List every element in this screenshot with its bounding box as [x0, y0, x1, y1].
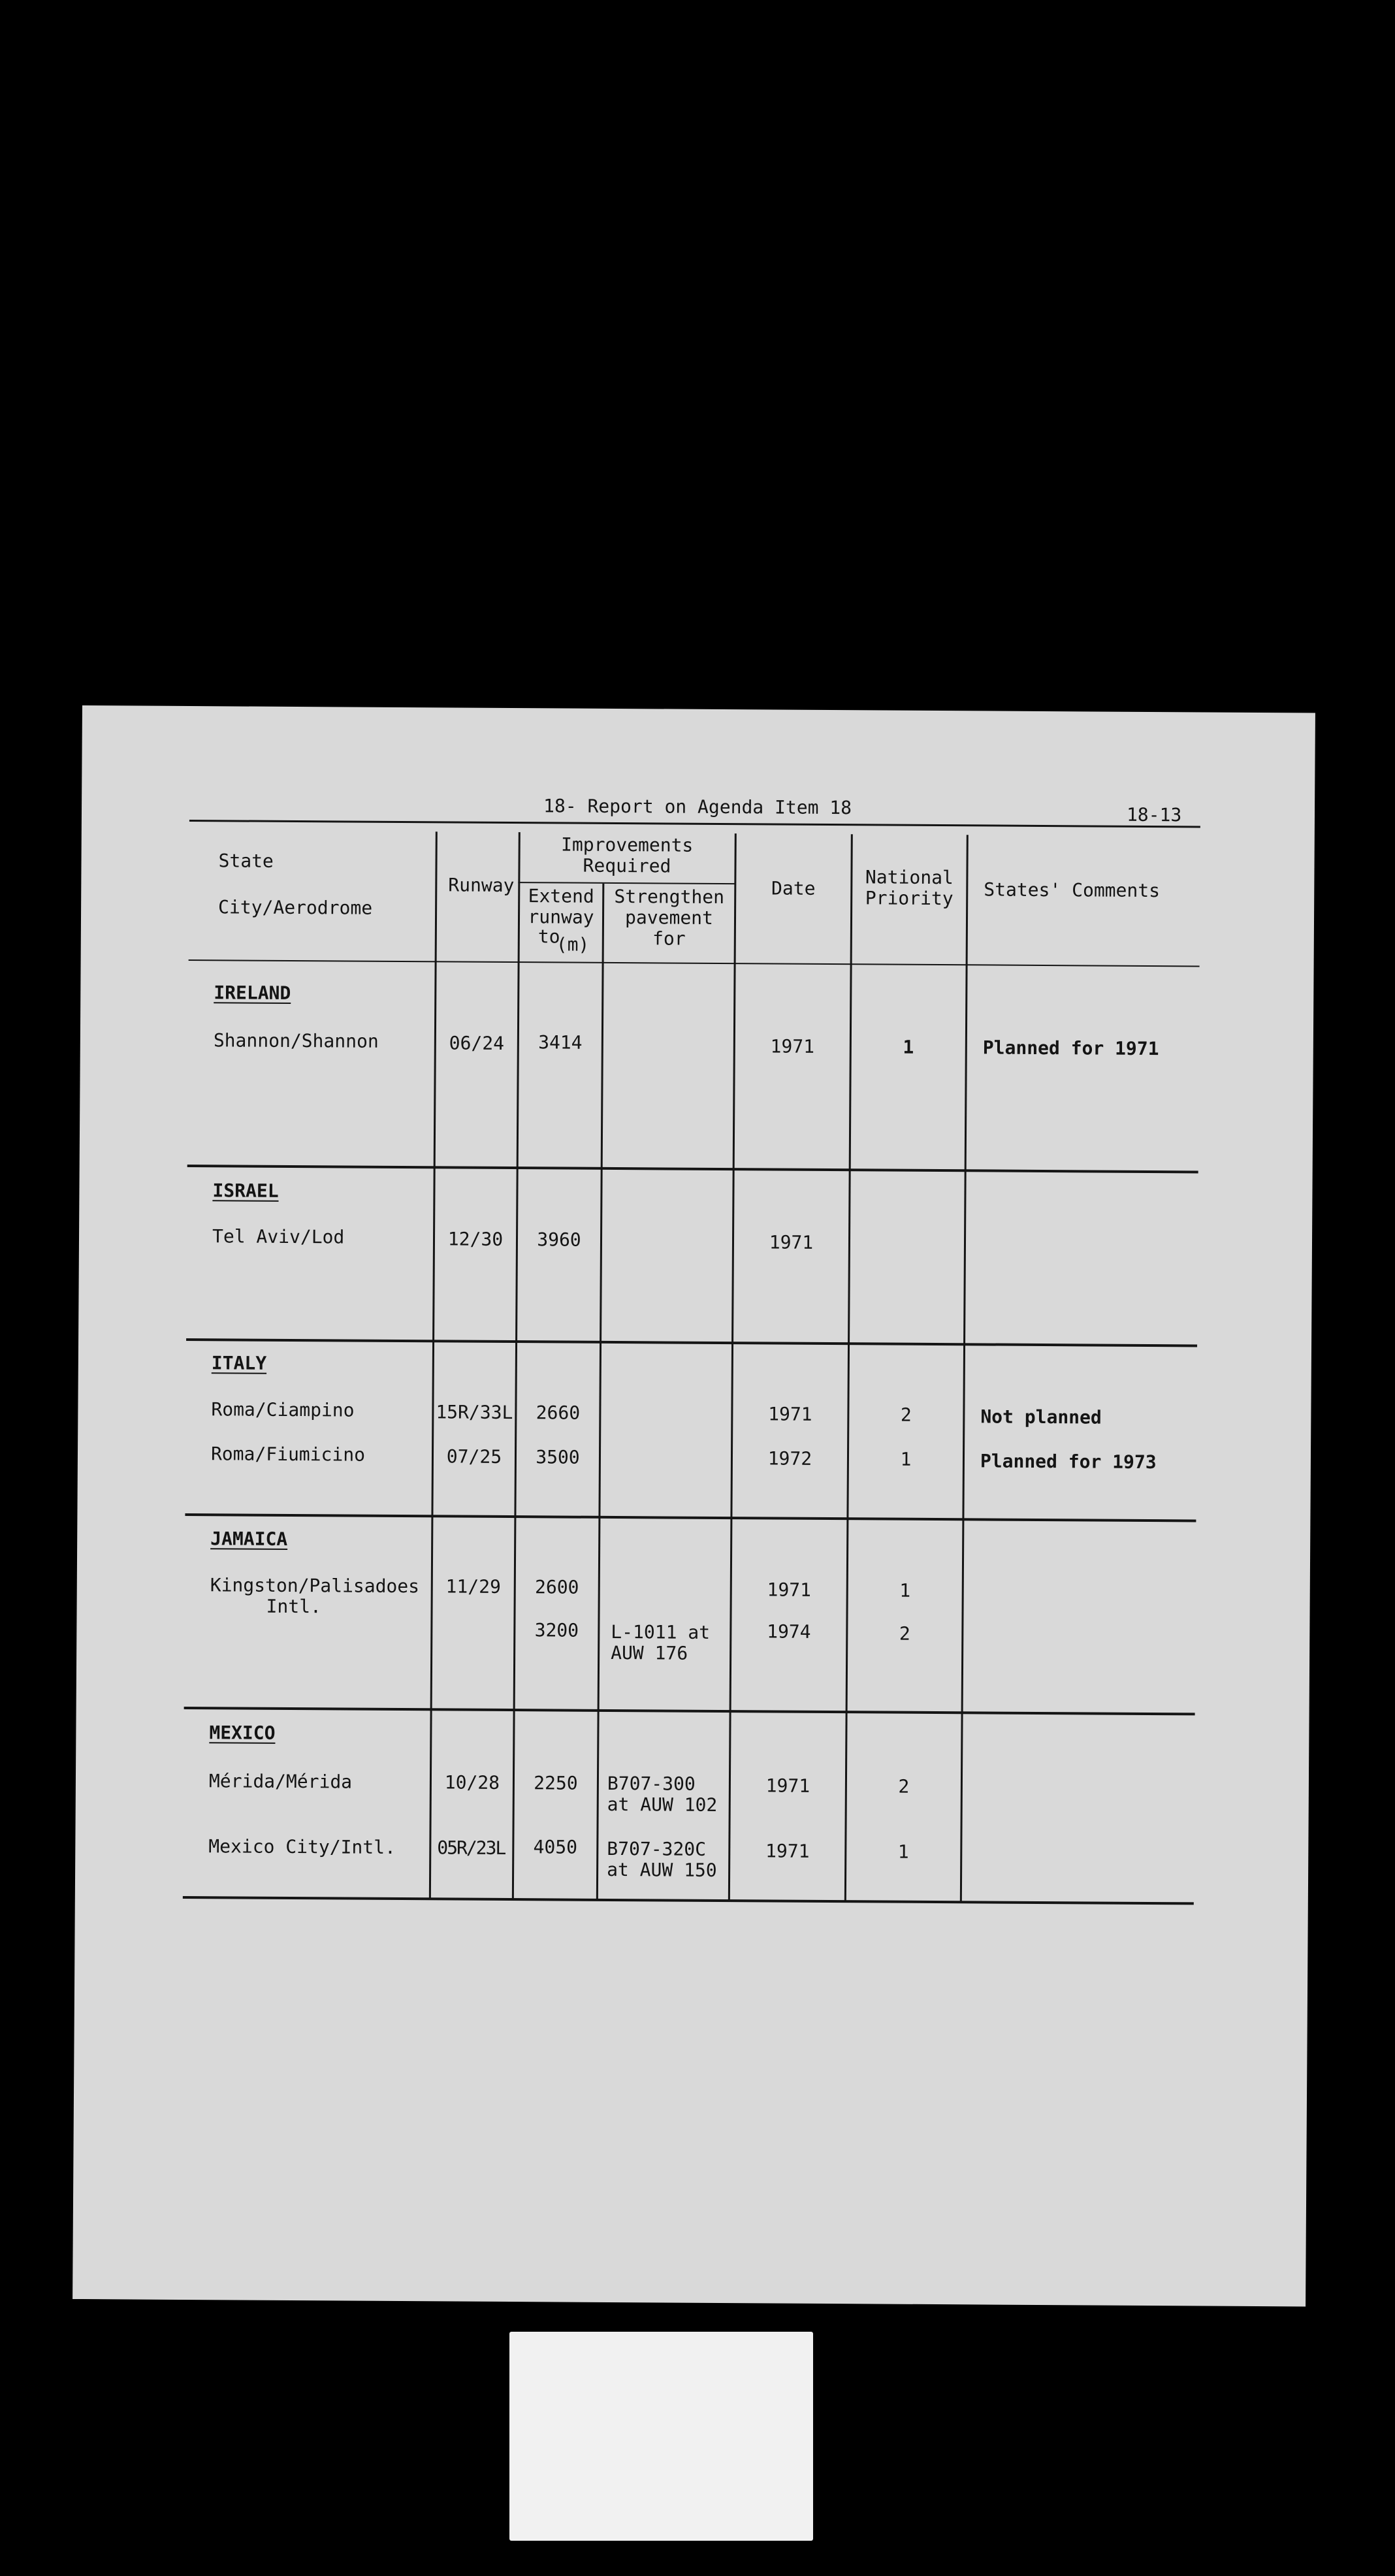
- runway-cell: 06/24: [449, 1032, 505, 1054]
- header-required: Required: [583, 854, 671, 877]
- header-city-aerodrome: City/Aerodrome: [218, 896, 373, 919]
- extend-cell: 3960: [537, 1229, 581, 1251]
- extend-cell: 3200: [534, 1619, 579, 1641]
- priority-cell: 2: [899, 1622, 910, 1645]
- table-bottom-rule: [183, 1896, 1194, 1905]
- priority-cell: 2: [900, 1404, 912, 1426]
- priority-cell: 1: [900, 1448, 912, 1470]
- header-date: Date: [771, 877, 816, 899]
- priority-cell: 2: [898, 1775, 910, 1797]
- priority-cell: 1: [903, 1036, 914, 1058]
- runway-cell: 10/28: [444, 1771, 500, 1794]
- strengthen-cell-line2: at AUW 102: [607, 1793, 718, 1816]
- comments-cell: Planned for 1973: [980, 1450, 1157, 1473]
- header-states-comments: States' Comments: [984, 878, 1161, 902]
- date-cell: 1971: [770, 1035, 815, 1057]
- header-rule: [189, 820, 1200, 828]
- date-cell: 1971: [765, 1840, 810, 1862]
- state-name: JAMAICA: [210, 1528, 288, 1550]
- date-cell: 1971: [769, 1231, 814, 1253]
- aerodrome-cell: Tel Aviv/Lod: [212, 1225, 345, 1248]
- extend-cell: 4050: [533, 1836, 578, 1858]
- aerodrome-cell: Roma/Fiumicino: [210, 1443, 366, 1466]
- table-header-rule: [189, 959, 1200, 967]
- strengthen-cell: L-1011 at: [611, 1620, 711, 1643]
- group-separator: [187, 1165, 1198, 1173]
- header-for: for: [652, 927, 686, 950]
- date-cell: 1971: [767, 1579, 812, 1601]
- page-reference: 18-13: [1126, 803, 1182, 826]
- aerodrome-cell: Kingston/Palisadoes: [210, 1574, 420, 1598]
- runway-cell: 15R/33L: [436, 1401, 513, 1424]
- header-runway-sub: runway: [528, 906, 594, 928]
- blank-card: [509, 2332, 813, 2541]
- strengthen-cell: B707-320C: [607, 1837, 707, 1860]
- col-divider: [728, 833, 737, 1900]
- date-cell: 1974: [767, 1620, 811, 1643]
- group-separator: [186, 1338, 1197, 1347]
- date-cell: 1971: [768, 1403, 812, 1425]
- date-cell: 1972: [767, 1447, 812, 1470]
- header-extend: Extend: [528, 885, 594, 907]
- document-page: [72, 705, 1315, 2306]
- strengthen-cell-line2: at AUW 150: [607, 1858, 717, 1881]
- runway-cell: 07/25: [446, 1445, 502, 1468]
- comments-cell: Planned for 1971: [982, 1037, 1159, 1060]
- col-divider: [960, 835, 969, 1901]
- state-name: ITALY: [211, 1352, 267, 1374]
- aerodrome-cell-line2: Intl.: [266, 1595, 321, 1618]
- header-m: (m): [556, 933, 590, 956]
- state-name: IRELAND: [214, 982, 291, 1004]
- header-improvements: Improvements: [560, 833, 694, 856]
- state-name: MEXICO: [209, 1722, 276, 1744]
- page-title: 18- Report on Agenda Item 18: [543, 795, 852, 819]
- extend-cell: 3500: [536, 1446, 580, 1468]
- header-pavement: pavement: [624, 907, 714, 929]
- extend-cell: 2250: [534, 1772, 578, 1794]
- header-strengthen: Strengthen: [614, 885, 725, 909]
- extend-cell: 2600: [534, 1576, 579, 1598]
- runway-cell: 12/30: [447, 1228, 504, 1250]
- improvements-rule: [518, 882, 735, 884]
- extend-cell: 3414: [538, 1031, 583, 1054]
- header-to: to: [537, 926, 560, 948]
- aerodrome-cell: Roma/Ciampino: [211, 1398, 355, 1421]
- date-cell: 1971: [765, 1775, 810, 1797]
- col-divider: [512, 832, 521, 1899]
- extend-cell: 2660: [536, 1402, 581, 1424]
- strengthen-cell-line2: AUW 176: [611, 1641, 688, 1664]
- group-separator: [184, 1707, 1195, 1715]
- header-priority: Priority: [865, 887, 954, 910]
- priority-cell: 1: [897, 1841, 909, 1863]
- runway-cell: 11/29: [445, 1575, 502, 1598]
- strengthen-cell: B707-300: [607, 1772, 696, 1795]
- priority-cell: 1: [899, 1579, 911, 1602]
- state-name: ISRAEL: [212, 1180, 279, 1202]
- runway-cell: 05R/23L: [437, 1837, 505, 1859]
- group-separator: [185, 1513, 1196, 1522]
- comments-cell: Not planned: [980, 1406, 1102, 1428]
- col-divider: [429, 831, 438, 1898]
- header-national: National: [865, 866, 954, 889]
- header-runway: Runway: [448, 874, 515, 897]
- aerodrome-cell: Shannon/Shannon: [213, 1029, 379, 1052]
- col-divider: [844, 834, 853, 1901]
- header-state: State: [218, 850, 274, 872]
- aerodrome-cell: Mérida/Mérida: [208, 1770, 353, 1793]
- aerodrome-cell: Mexico City/Intl.: [208, 1835, 396, 1858]
